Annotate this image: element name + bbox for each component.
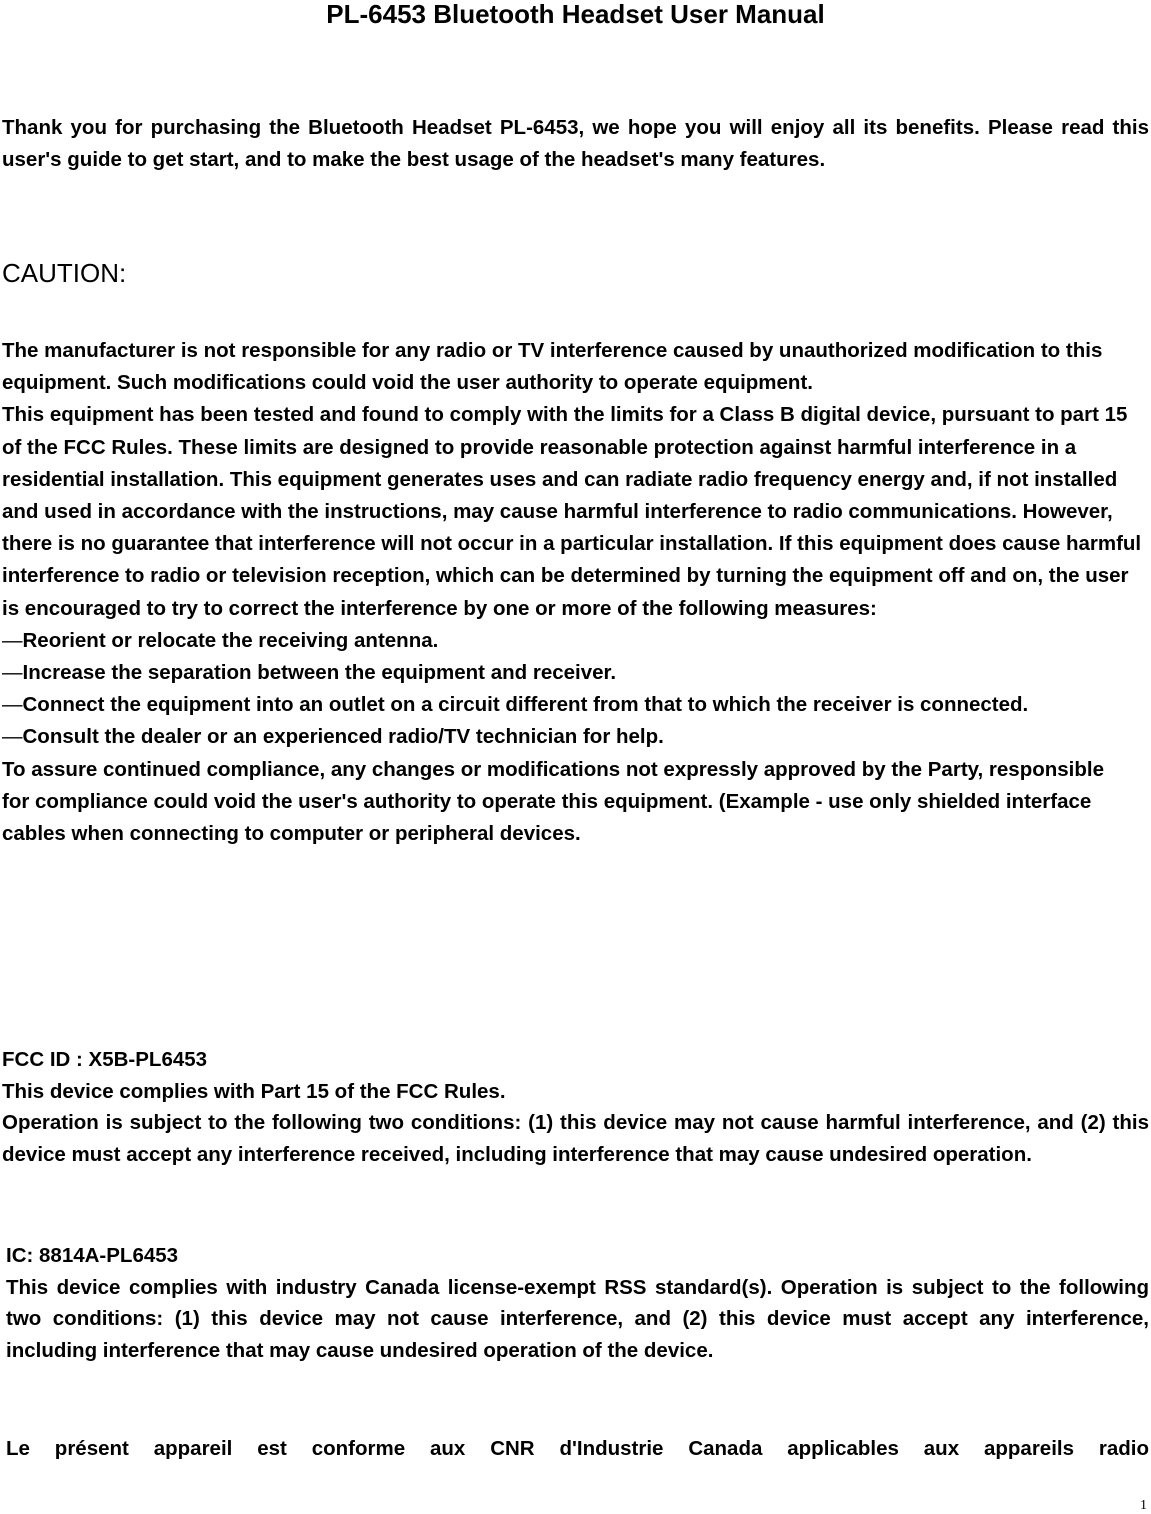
fcc-id: FCC ID : X5B-PL6453 [2,1048,208,1071]
page-title: PL-6453 Bluetooth Headset User Manual [326,0,825,29]
caution-heading: CAUTION: [2,258,127,288]
page-number: 1 [1140,1498,1147,1513]
french-statement: Le présent appareil est conforme aux CNR d'Industrie Canada applicables aux appareils radio [6,1437,1149,1460]
dash-marker: — [2,693,23,717]
dash-marker: — [2,725,23,749]
measure-text: Consult the dealer or an experienced radio/TV technician for help. [22,725,664,749]
compliance-paragraph: To assure continued compliance, any changes or modifications not expressly approved by the Party, responsible for compliance could void the user's authority to operate this equipment. (Example - use only shielded interface cables when connecting to computer or peripheral devices. [2,757,1104,846]
measure-item [2,689,1122,721]
measure-text: Increase the separation between the equipment and receiver. [22,661,617,685]
measure-text: Connect the equipment into an outlet on a circuit different from that to which the receiver is connected. [22,693,1029,717]
fcc-conditions: Operation is subject to the following two conditions: (1) this device may not cause harmful interference, and (2) this device must accept any interference received, including interference that may cause undesired operation. [2,1111,1149,1167]
intro-paragraph: Thank you for purchasing the Bluetooth Headset PL-6453, we hope you will enjoy all its benefits. Please read this user's guide to get start, and to make the best usage of the headset's many features. [2,116,1149,171]
fcc-section [2,1044,1149,1171]
french-section [6,1433,1149,1465]
caution-paragraph-2: This equipment has been tested and found to comply with the limits for a Class B digital device, pursuant to part 15 of the FCC Rules. These limits are designed to provide reasonable protection against harmful interference in a residential installation. This equipment generates uses and can radiate radio frequency energy and, if not installed and used in accordance with the instructions, may cause harmful interference to radio communications. However, there is no guarantee that interference will not occur in a particular installation. If this equipment does cause harmful interference to radio or television reception, which can be determined by turning the equipment off and on, the user is encouraged to try to correct the interference by one or more of the following measures: [2,403,1142,620]
caution-paragraph-1: The manufacturer is not responsible for any radio or TV interference caused by unauthorized modification to this equipment. Such modifications could void the user authority to operate equipment. [2,339,1103,395]
measure-item [2,657,1149,689]
dash-marker: — [2,628,23,652]
caution-section [2,335,1149,850]
ic-section [6,1240,1149,1367]
measure-text: Reorient or relocate the receiving antenna. [22,628,439,652]
measure-item [2,721,1149,753]
measure-item [2,625,1149,657]
ic-id: IC: 8814A-PL6453 [6,1244,179,1267]
fcc-part15-statement: This device complies with Part 15 of the FCC Rules. [2,1079,506,1103]
ic-statement: This device complies with industry Canada license-exempt RSS standard(s). Operation is subject to the following two conditions: (1) this device may not cause interference, and (2) this device must accept any interference, including interference that may cause undesired operation of the device. [6,1275,1149,1363]
dash-marker: — [2,661,23,685]
